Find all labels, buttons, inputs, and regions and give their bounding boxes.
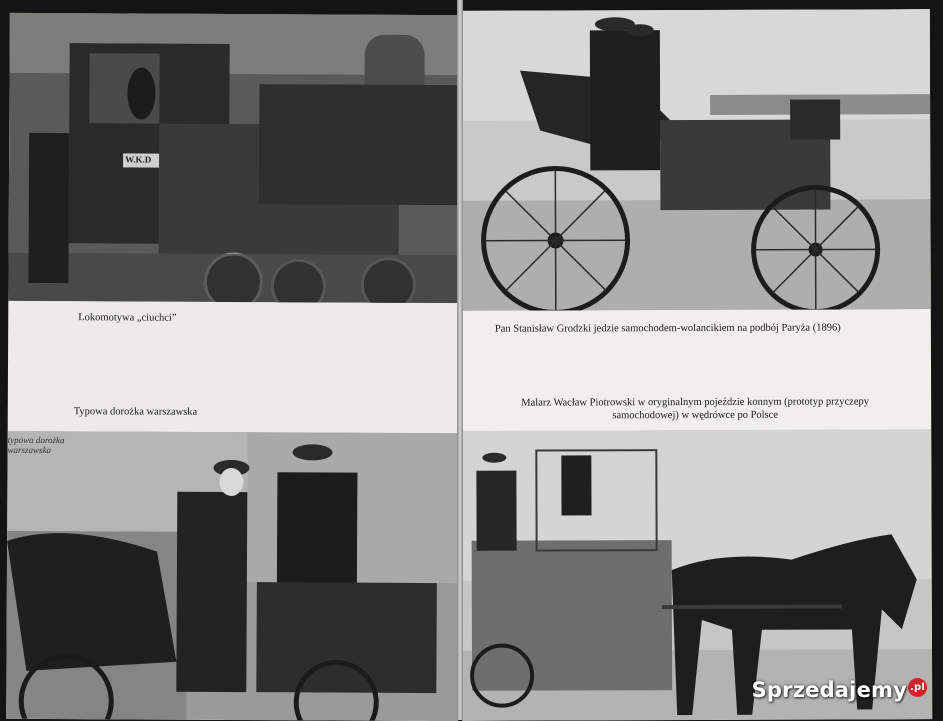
book-spine	[457, 0, 463, 720]
caption-droshky: Typowa dorożka warszawska	[73, 406, 198, 418]
right-page	[460, 9, 932, 721]
automobile-photo	[460, 9, 931, 311]
left-page	[6, 13, 462, 721]
watermark	[752, 678, 927, 702]
droshky-photo	[6, 431, 460, 721]
droshky-sign-line1: typowa dorożka	[7, 434, 65, 446]
caption-painter: Malarz Wacław Piotrowski w oryginalnym pojeździe konnym (prototyp przyczepy samochodowej) w wędrówce po Polsce	[521, 396, 869, 422]
caption-locomotive: Lokomotywa „ciuchci”	[78, 312, 177, 324]
watermark-badge: .pl	[908, 678, 927, 697]
locomotive-plate: W.K.D	[125, 154, 152, 165]
droshky-sign	[8, 435, 65, 455]
locomotive-photo	[8, 13, 462, 303]
caption-automobile: Pan Stanisław Grodzki jedzie samochodem-wolancikiem na podbój Paryża (1896)	[494, 322, 841, 335]
droshky-sign-line2: warszawska	[7, 444, 52, 456]
watermark-text: Sprzedajemy	[751, 678, 907, 702]
